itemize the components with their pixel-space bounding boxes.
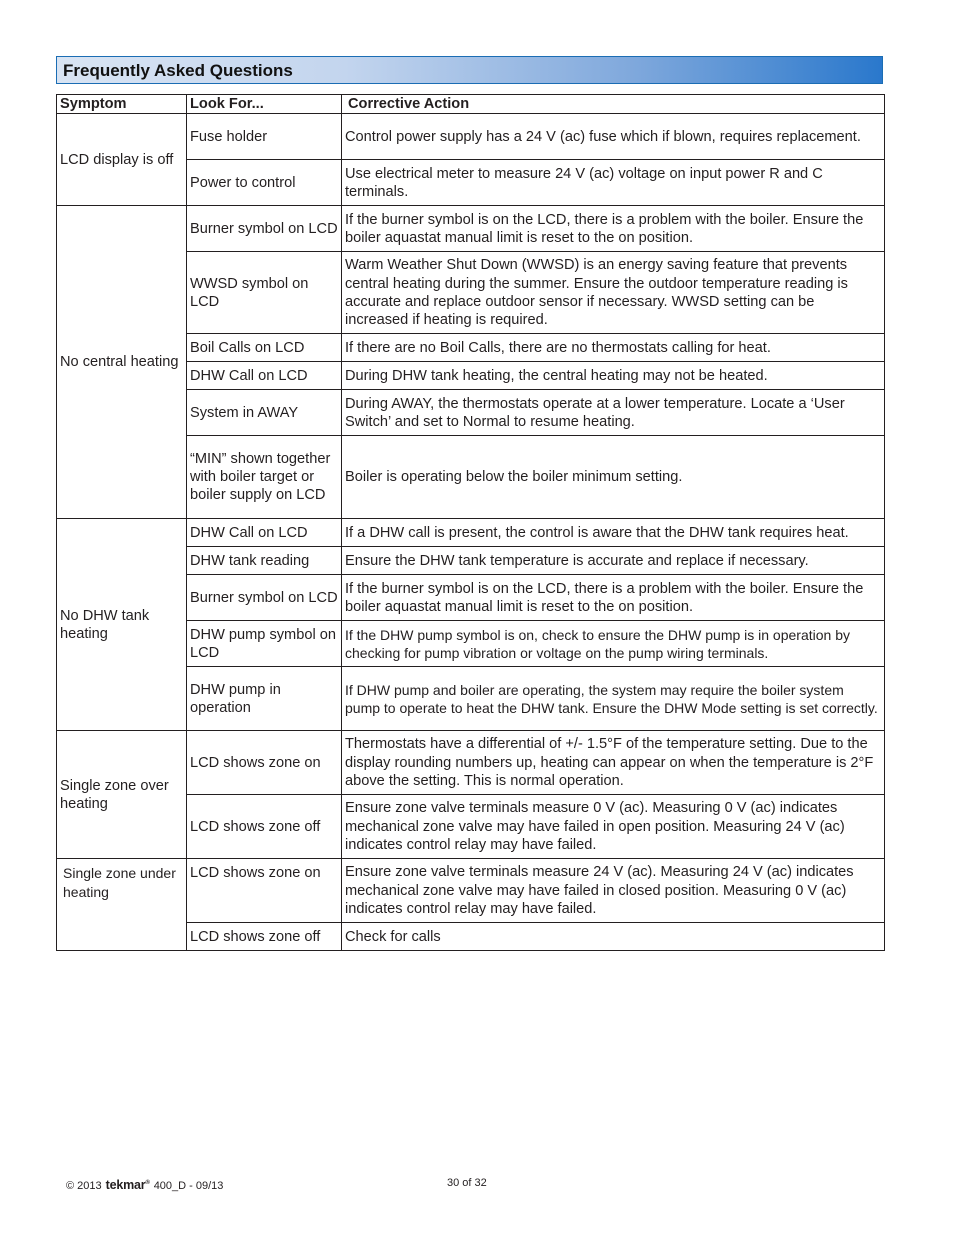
corrective-action-cell: If the burner symbol is on the LCD, there is a problem with the boiler. Ensure the boiler aquastat manual limit is reset to the on position. <box>342 206 885 252</box>
symptom-cell: LCD display is off <box>57 114 187 206</box>
look-for-cell: DHW tank reading <box>187 547 342 575</box>
corrective-action-cell: Warm Weather Shut Down (WWSD) is an energy saving feature that prevents central heating during the summer. Ensure the outdoor temperature reading is accurate and replace outdoor sensor if necessary. WWSD setting can be increased if heating is required. <box>342 252 885 334</box>
corrective-action-cell: Check for calls <box>342 923 885 951</box>
tekmar-logo <box>106 1178 150 1192</box>
look-for-cell: Fuse holder <box>187 114 342 160</box>
table-row <box>57 731 885 795</box>
symptom-cell: No central heating <box>57 206 187 519</box>
look-for-cell: LCD shows zone on <box>187 859 342 923</box>
table-row <box>57 519 885 547</box>
look-for-cell: Power to control <box>187 160 342 206</box>
corrective-action-cell: Ensure the DHW tank temperature is accurate and replace if necessary. <box>342 547 885 575</box>
brand-name: tekmar <box>105 1178 146 1192</box>
corrective-action-cell: Ensure zone valve terminals measure 0 V (ac). Measuring 0 V (ac) indicates mechanical zone valve may have failed in open position. Measuring 24 V (ac) indicates control relay may have failed. <box>342 795 885 859</box>
look-for-cell: Burner symbol on LCD <box>187 206 342 252</box>
corrective-action-cell: Ensure zone valve terminals measure 24 V (ac). Measuring 24 V (ac) indicates mechanical zone valve may have failed in closed position. Measuring 0 V (ac) indicates control relay may have failed. <box>342 859 885 923</box>
corrective-action-cell: Boiler is operating below the boiler minimum setting. <box>342 436 885 519</box>
table-header-row <box>57 95 885 114</box>
look-for-cell: DHW pump symbol on LCD <box>187 621 342 667</box>
look-for-cell: DHW Call on LCD <box>187 362 342 390</box>
page-number: 30 of 32 <box>447 1177 487 1189</box>
footer-copyright-block <box>66 1178 223 1192</box>
corrective-action-cell: If a DHW call is present, the control is aware that the DHW tank requires heat. <box>342 519 885 547</box>
look-for-cell: DHW Call on LCD <box>187 519 342 547</box>
corrective-action-cell: If the DHW pump symbol is on, check to ensure the DHW pump is in operation by checking for pump vibration or voltage on the pump wiring terminals. <box>342 621 885 667</box>
look-for-cell: DHW pump in operation <box>187 667 342 731</box>
header-look-for: Look For... <box>187 95 342 114</box>
corrective-action-cell: If the burner symbol is on the LCD, there is a problem with the boiler. Ensure the boiler aquastat manual limit is reset to the on position. <box>342 575 885 621</box>
table-row <box>57 114 885 160</box>
look-for-cell: “MIN” shown together with boiler target or boiler supply on LCD <box>187 436 342 519</box>
corrective-action-cell: During DHW tank heating, the central heating may not be heated. <box>342 362 885 390</box>
corrective-action-cell: During AWAY, the thermostats operate at a lower temperature. Locate a ‘User Switch’ and set to Normal to resume heating. <box>342 390 885 436</box>
look-for-cell: LCD shows zone off <box>187 923 342 951</box>
look-for-cell: LCD shows zone on <box>187 731 342 795</box>
symptom-cell: Single zone over heating <box>57 731 187 859</box>
look-for-cell: System in AWAY <box>187 390 342 436</box>
faq-table <box>56 94 885 951</box>
section-title: Frequently Asked Questions <box>63 61 293 80</box>
table-row <box>57 859 885 923</box>
corrective-action-cell: Use electrical meter to measure 24 V (ac) voltage on input power R and C terminals. <box>342 160 885 206</box>
symptom-cell: Single zone under heating <box>57 859 187 951</box>
table-row <box>57 206 885 252</box>
header-symptom: Symptom <box>57 95 187 114</box>
look-for-cell: Burner symbol on LCD <box>187 575 342 621</box>
corrective-action-cell: Control power supply has a 24 V (ac) fuse which if blown, requires replacement. <box>342 114 885 160</box>
look-for-cell: Boil Calls on LCD <box>187 334 342 362</box>
section-title-banner <box>56 56 883 84</box>
corrective-action-cell: If there are no Boil Calls, there are no thermostats calling for heat. <box>342 334 885 362</box>
look-for-cell: LCD shows zone off <box>187 795 342 859</box>
corrective-action-cell: If DHW pump and boiler are operating, the system may require the boiler system pump to operate to heat the DHW tank. Ensure the DHW Mode setting is set correctly. <box>342 667 885 731</box>
look-for-cell: WWSD symbol on LCD <box>187 252 342 334</box>
symptom-cell: No DHW tank heating <box>57 519 187 731</box>
document-id: 400_D - 09/13 <box>153 1180 224 1192</box>
registered-mark: ® <box>145 1179 150 1186</box>
header-corrective-action: Corrective Action <box>342 95 885 114</box>
corrective-action-cell: Thermostats have a differential of +/- 1.5°F of the temperature setting. Due to the display rounding numbers up, heating can appear on when the temperature is 2°F above the setting. This is normal operation. <box>342 731 885 795</box>
copyright-text: © 2013 <box>66 1180 102 1192</box>
